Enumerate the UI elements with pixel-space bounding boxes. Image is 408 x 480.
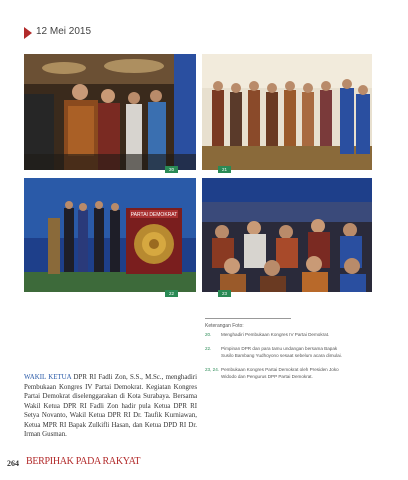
caption-number: 23, 24. xyxy=(205,367,220,372)
caption-item xyxy=(205,345,345,359)
photo-number-tag: 20 xyxy=(165,166,178,173)
article-text: DPR RI Fadli Zon, S.S., M.Sc., menghadiri Pembukaan Kongres IV Partai Demokrat. Kegiatan Kongres Partai Demokrat diselenggarakan di Kota Surabaya. Bersama Wakil Ketua DPR RI Fadli Zon hadir pula Ketua DPR RI Setya Novanto, Wakil Ketua DPR RI Dr. Taufik Kurniawan, Ketua MPR RI Bapak Zulkifli Hasan, dan Ketua DPD RI Dr. Irman Gusman. xyxy=(24,374,197,438)
caption-number: 20. xyxy=(205,332,212,337)
page-date: 12 Mei 2015 xyxy=(36,26,92,37)
caption-item xyxy=(205,366,345,380)
caption-text: Menghadiri Pembukaan Kongres IV Partai Demokrat. xyxy=(221,332,330,337)
caption-text: Pimpinan DPR dan para tamu undangan bersama Bapak Susilo Bambang Yudhoyono sesaat sebelum acara dimulai. xyxy=(221,346,342,359)
caption-title: Keterangan Foto: xyxy=(205,323,244,329)
article-body xyxy=(24,373,197,440)
publication-title: BERPIHAK PADA RAKYAT xyxy=(26,456,141,467)
article-lead: WAKIL KETUA xyxy=(24,374,72,381)
photo-number-tag: 22 xyxy=(165,290,178,297)
photo-number-tag: 23 xyxy=(218,290,231,297)
caption-item xyxy=(205,331,345,338)
gong-banner-text: PARTAI DEMOKRAT xyxy=(130,212,178,218)
photo-number-tag: 21 xyxy=(218,166,231,173)
page-number: 264 xyxy=(7,459,19,468)
caption-text: Pembukaan Kongres Partai Demokrat oleh Presiden Joko Widodo dan Pengurus DPP Partai Demokrat. xyxy=(221,367,339,380)
photo-audience xyxy=(202,178,372,292)
caption-number: 22. xyxy=(205,346,212,351)
photo-official-arrival xyxy=(24,54,196,170)
photo-gong-ceremony xyxy=(24,178,196,292)
caption-divider xyxy=(205,318,291,319)
photo-leaders-group xyxy=(202,54,372,170)
date-marker-icon xyxy=(24,27,32,39)
